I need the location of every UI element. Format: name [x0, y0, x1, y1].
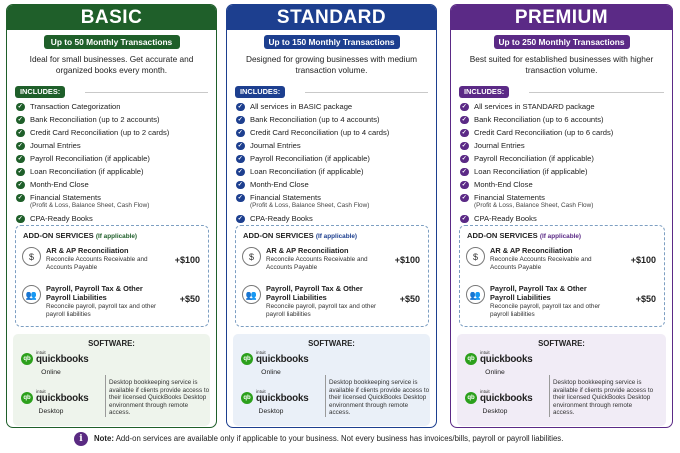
check-icon: ✓ [461, 194, 467, 201]
quickbooks-online-logo: qb intuit quickbooks Online [465, 350, 539, 376]
software-title: SOFTWARE: [308, 339, 355, 348]
people-icon: 👥 [22, 285, 41, 304]
includes-label: INCLUDES: [459, 86, 509, 98]
addon-item-payroll: 👥 Payroll, Payroll Tax & Other Payroll Liabilities Reconcile payroll, payroll tax and other payroll liabilities +$50 [466, 284, 658, 318]
includes-label: INCLUDES: [15, 86, 65, 98]
check-icon: ✓ [461, 103, 467, 110]
addon-item-ar-ap: $ AR & AP Reconciliation Reconcile Accounts Receivable and Accounts Payable +$100 [466, 246, 658, 280]
plan-title: STANDARD [227, 5, 436, 30]
check-icon: ✓ [237, 181, 243, 188]
feature-item: ✓ Month-End Close [17, 180, 89, 189]
check-icon: ✓ [461, 155, 467, 162]
quickbooks-desktop-logo: qb intuit quickbooks Desktop [241, 389, 315, 415]
plan-card-basic [6, 4, 217, 428]
feature-item: ✓ CPA-Ready Books [237, 214, 313, 223]
check-icon: ✓ [17, 103, 23, 110]
desktop-note: Desktop bookkeeping service is available if clients provide access to their licensed QuickBooks Desktop environment through remote access. [553, 379, 654, 417]
desktop-note: Desktop bookkeeping service is available if clients provide access to their licensed QuickBooks Desktop environment through remote access. [109, 379, 210, 417]
transaction-limit-badge: Up to 250 Monthly Transactions [494, 35, 630, 49]
divider [105, 375, 106, 417]
feature-item: ✓ Financial Statements (Profit & Loss, Balance Sheet, Cash Flow) [236, 193, 428, 210]
divider [325, 375, 326, 417]
quickbooks-online-logo: qb intuit quickbooks Online [21, 350, 95, 376]
check-icon: ✓ [237, 168, 243, 175]
addon-title: ADD-ON SERVICES (If applicable) [467, 231, 582, 240]
document-dollar-icon: $ [466, 247, 485, 266]
check-icon: ✓ [17, 116, 23, 123]
feature-item: ✓ Payroll Reconciliation (if applicable) [461, 154, 594, 163]
check-icon: ✓ [17, 194, 23, 201]
feature-item: ✓ Credit Card Reconciliation (up to 2 cards) [17, 128, 170, 137]
software-section [457, 334, 666, 426]
plan-description: Ideal for small businesses. Get accurate and organized books every month. [29, 54, 194, 75]
divider [529, 92, 664, 93]
feature-list [460, 102, 664, 223]
feature-item: ✓ Financial Statements (Profit & Loss, Balance Sheet, Cash Flow) [16, 193, 208, 210]
transaction-limit-badge: Up to 50 Monthly Transactions [44, 35, 180, 49]
check-icon: ✓ [17, 142, 23, 149]
feature-item: ✓ Bank Reconciliation (up to 4 accounts) [237, 115, 380, 124]
feature-item: ✓ Bank Reconciliation (up to 6 accounts) [461, 115, 604, 124]
addon-price: +$50 [179, 294, 200, 304]
addon-price: +$100 [394, 255, 420, 265]
addon-services [459, 225, 665, 327]
quickbooks-logo-icon: qb [241, 353, 253, 365]
addon-services [235, 225, 429, 327]
plan-title: PREMIUM [451, 5, 672, 30]
feature-item: ✓ Journal Entries [17, 141, 81, 150]
check-icon: ✓ [461, 215, 467, 222]
feature-item: ✓ Month-End Close [461, 180, 533, 189]
footer-note [0, 432, 680, 448]
software-title: SOFTWARE: [538, 339, 585, 348]
divider [305, 92, 428, 93]
addon-item-ar-ap: $ AR & AP Reconciliation Reconcile Accounts Receivable and Accounts Payable +$100 [242, 246, 422, 280]
quickbooks-logo-icon: qb [241, 392, 253, 404]
feature-item: ✓ Journal Entries [461, 141, 525, 150]
check-icon: ✓ [237, 155, 243, 162]
plan-description: Designed for growing businesses with medium transaction volume. [245, 54, 418, 75]
check-icon: ✓ [461, 129, 467, 136]
desktop-note: Desktop bookkeeping service is available if clients provide access to their licensed QuickBooks Desktop environment through remote access. [329, 379, 430, 417]
quickbooks-online-logo: qb intuit quickbooks Online [241, 350, 315, 376]
addon-title: ADD-ON SERVICES (If applicable) [243, 231, 358, 240]
check-icon: ✓ [461, 142, 467, 149]
quickbooks-logo-icon: qb [465, 392, 477, 404]
document-dollar-icon: $ [242, 247, 261, 266]
feature-item: ✓ CPA-Ready Books [17, 214, 93, 223]
software-section [233, 334, 430, 426]
software-title: SOFTWARE: [88, 339, 135, 348]
footer-text: Note: Add-on services are available only if applicable to your business. Not every business has invoices/bills, payroll or payroll liabilities. [94, 434, 564, 443]
check-icon: ✓ [17, 129, 23, 136]
feature-item: ✓ All services in BASIC package [237, 102, 353, 111]
quickbooks-desktop-logo: qb intuit quickbooks Desktop [21, 389, 95, 415]
addon-price: +$50 [399, 294, 420, 304]
feature-subtext: (Profit & Loss, Balance Sheet, Cash Flow) [474, 202, 594, 210]
includes-header [235, 86, 428, 98]
check-icon: ✓ [237, 215, 243, 222]
check-icon: ✓ [17, 215, 23, 222]
divider [85, 92, 208, 93]
includes-label: INCLUDES: [235, 86, 285, 98]
plan-title: BASIC [7, 5, 216, 30]
addon-title: ADD-ON SERVICES (If applicable) [23, 231, 138, 240]
feature-item: ✓ Financial Statements (Profit & Loss, Balance Sheet, Cash Flow) [460, 193, 664, 210]
addon-price: +$50 [635, 294, 656, 304]
includes-header [459, 86, 664, 98]
feature-item: ✓ Journal Entries [237, 141, 301, 150]
divider [549, 375, 550, 417]
check-icon: ✓ [237, 142, 243, 149]
feature-item: ✓ Payroll Reconciliation (if applicable) [17, 154, 150, 163]
quickbooks-logo-icon: qb [465, 353, 477, 365]
software-section [13, 334, 210, 426]
info-icon: i [74, 432, 88, 446]
check-icon: ✓ [17, 181, 23, 188]
feature-item: ✓ Payroll Reconciliation (if applicable) [237, 154, 370, 163]
feature-list [16, 102, 208, 223]
feature-item: ✓ Credit Card Reconciliation (up to 6 cards) [461, 128, 614, 137]
addon-item-ar-ap: $ AR & AP Reconciliation Reconcile Accounts Receivable and Accounts Payable +$100 [22, 246, 202, 280]
check-icon: ✓ [237, 194, 243, 201]
feature-list [236, 102, 428, 223]
pricing-plans [6, 4, 674, 428]
check-icon: ✓ [17, 155, 23, 162]
feature-item: ✓ Bank Reconciliation (up to 2 accounts) [17, 115, 160, 124]
quickbooks-logo-icon: qb [21, 392, 33, 404]
check-icon: ✓ [461, 116, 467, 123]
plan-description: Best suited for established businesses with higher transaction volume. [469, 54, 654, 75]
addon-price: +$100 [174, 255, 200, 265]
addon-price: +$100 [630, 255, 656, 265]
check-icon: ✓ [237, 129, 243, 136]
feature-item: ✓ CPA-Ready Books [461, 214, 537, 223]
check-icon: ✓ [461, 168, 467, 175]
document-dollar-icon: $ [22, 247, 41, 266]
addon-item-payroll: 👥 Payroll, Payroll Tax & Other Payroll Liabilities Reconcile payroll, payroll tax and other payroll liabilities +$50 [22, 284, 202, 318]
check-icon: ✓ [461, 181, 467, 188]
feature-item: ✓ All services in STANDARD package [461, 102, 595, 111]
feature-subtext: (Profit & Loss, Balance Sheet, Cash Flow) [30, 202, 150, 210]
quickbooks-desktop-logo: qb intuit quickbooks Desktop [465, 389, 539, 415]
feature-subtext: (Profit & Loss, Balance Sheet, Cash Flow) [250, 202, 370, 210]
feature-item: ✓ Transaction Categorization [17, 102, 121, 111]
quickbooks-logo-icon: qb [21, 353, 33, 365]
feature-item: ✓ Credit Card Reconciliation (up to 4 cards) [237, 128, 390, 137]
feature-item: ✓ Loan Reconciliation (if applicable) [237, 167, 364, 176]
check-icon: ✓ [17, 168, 23, 175]
feature-item: ✓ Month-End Close [237, 180, 309, 189]
people-icon: 👥 [242, 285, 261, 304]
includes-header [15, 86, 208, 98]
plan-card-standard [226, 4, 437, 428]
transaction-limit-badge: Up to 150 Monthly Transactions [264, 35, 400, 49]
addon-services [15, 225, 209, 327]
check-icon: ✓ [237, 116, 243, 123]
feature-item: ✓ Loan Reconciliation (if applicable) [461, 167, 588, 176]
plan-card-premium [450, 4, 673, 428]
addon-item-payroll: 👥 Payroll, Payroll Tax & Other Payroll Liabilities Reconcile payroll, payroll tax and other payroll liabilities +$50 [242, 284, 422, 318]
people-icon: 👥 [466, 285, 485, 304]
feature-item: ✓ Loan Reconciliation (if applicable) [17, 167, 144, 176]
check-icon: ✓ [237, 103, 243, 110]
